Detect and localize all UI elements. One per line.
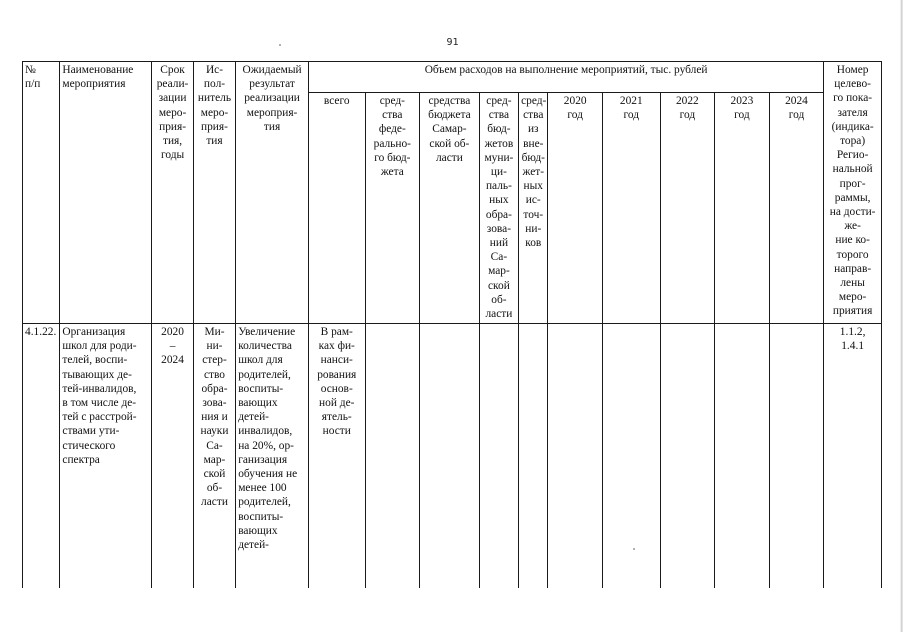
row-num: 4.1.22.	[23, 324, 60, 588]
header-executor: Ис- пол- нитель меро- прия- тия	[193, 62, 235, 324]
subheader-2024: 2024 год	[769, 93, 824, 324]
header-name: Наименование мероприятия	[60, 62, 152, 324]
row-municipal	[479, 324, 518, 588]
header-term: Срок реали- зации меро- прия- тия, годы	[152, 62, 193, 324]
table-row	[23, 324, 882, 588]
row-2021	[602, 324, 660, 588]
row-indicator: 1.1.2, 1.4.1	[824, 324, 882, 588]
header-num: № п/п	[23, 62, 60, 324]
expenses-table	[22, 61, 882, 588]
row-term: 2020 – 2024	[152, 324, 193, 588]
row-federal	[365, 324, 420, 588]
row-extrabudget	[519, 324, 548, 588]
subheader-2022: 2022 год	[660, 93, 715, 324]
header-result: Ожидаемый результат реализации мероприя- тия	[236, 62, 309, 324]
subheader-2020: 2020 год	[548, 93, 603, 324]
subheader-extrabudget: сред- ства из вне- бюд- жет- ных ис- точ- ни- ков	[519, 93, 548, 324]
subheader-2023: 2023 год	[715, 93, 770, 324]
header-indicator: Номер целево- го пока- зателя (индика- тора) Регио- нальной прог- раммы, на дости- же- ние ко- торого направ- лены меро- приятия	[824, 62, 882, 324]
row-2023	[715, 324, 770, 588]
row-executor: Ми- ни- стер- ство обра- зова- ния и науки Са- мар- ской об- ласти	[193, 324, 235, 588]
scan-speck	[279, 44, 281, 46]
row-2022	[660, 324, 715, 588]
row-2020	[548, 324, 603, 588]
row-total: В рам- ках фи- нанси- рования основ- ной де- ятель- ности	[308, 324, 365, 588]
scan-edge	[900, 0, 903, 632]
subheader-regional: средства бюджета Самар- ской об- ласти	[420, 93, 480, 324]
row-regional	[420, 324, 480, 588]
subheader-total: всего	[308, 93, 365, 324]
subheader-2021: 2021 год	[602, 93, 660, 324]
header-expenses: Объем расходов на выполнение мероприятий, тыс. рублей	[308, 62, 823, 93]
subheader-federal: сред- ства феде- рально- го бюд- жета	[365, 93, 420, 324]
row-2024	[769, 324, 824, 588]
page-number: 91	[446, 37, 459, 48]
subheader-municipal: сред- ства бюд- жетов муни- ци- паль- ных обра- зова- ний Са- мар- ской об- ласти	[479, 93, 518, 324]
row-result: Увеличение количества школ для родителей, воспиты- вающих детей- инвалидов, на 20%, ор- ганизация обучения не менее 100 родителей, воспиты- вающих детей-	[236, 324, 309, 588]
row-name: Организация школ для роди- телей, воспи- тывающих де- тей-инвалидов, в том числе де- тей с расстрой- ствами ути- стического спектра	[60, 324, 152, 588]
